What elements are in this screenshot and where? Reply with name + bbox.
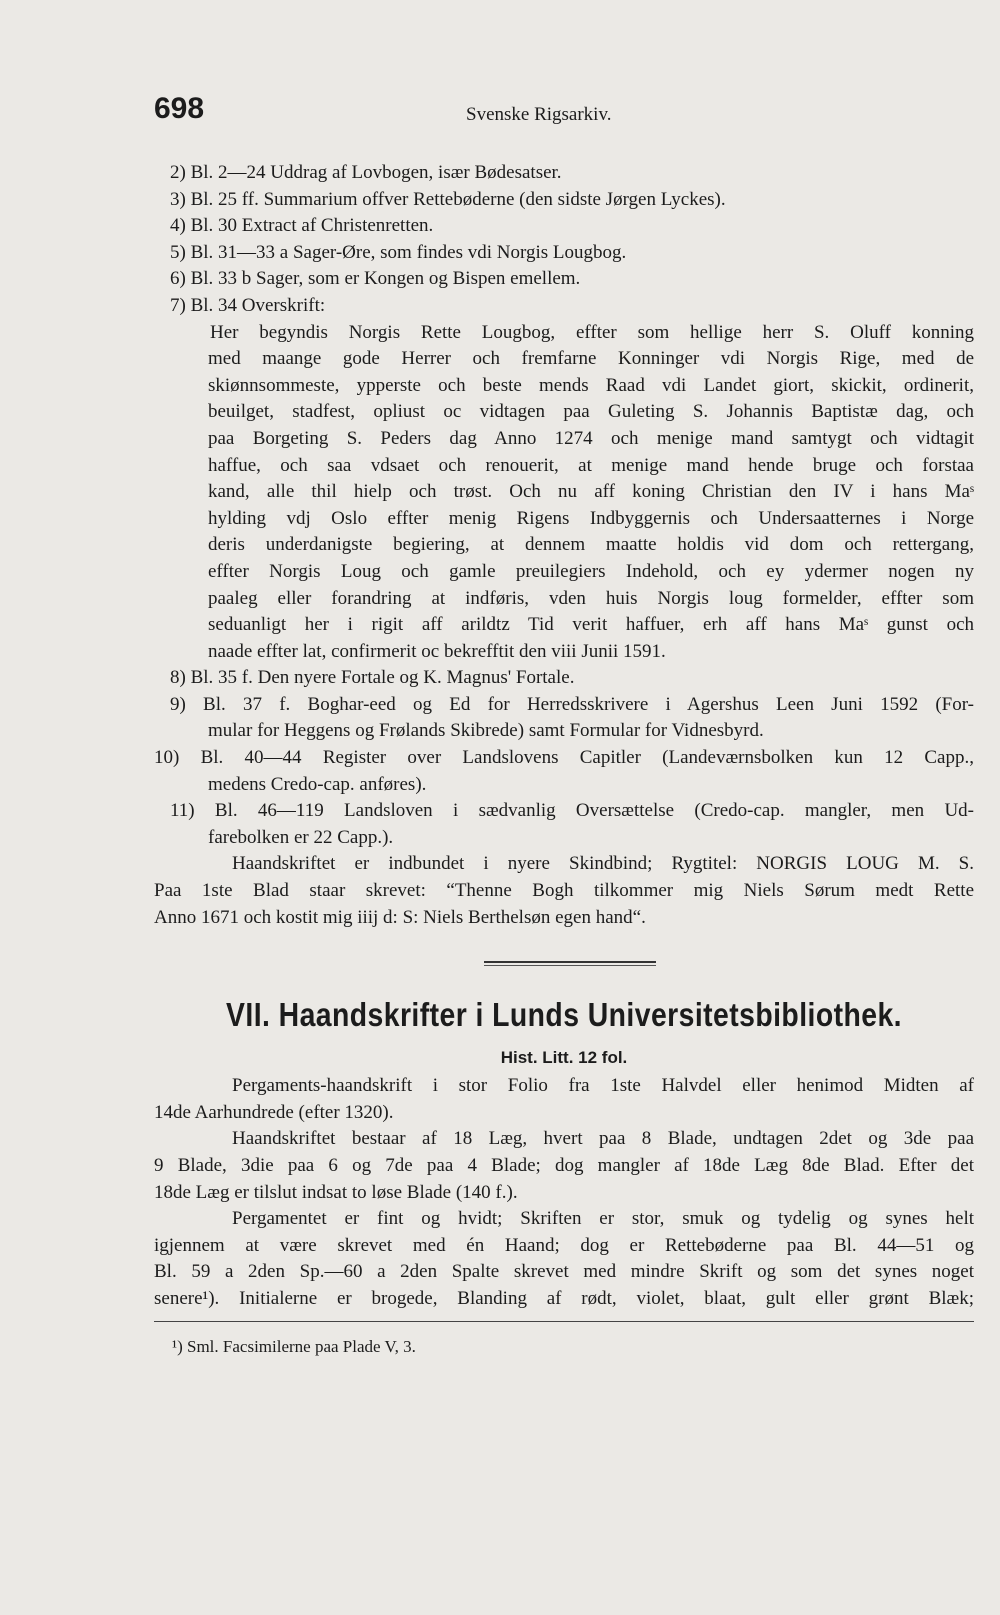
text-line: senere¹). Initialerne er brogede, Blanding af rødt, violet, blaat, gult eller grønt Blæk; — [154, 1287, 974, 1309]
footnote: ¹) Sml. Facsimilerne paa Plade V, 3. — [172, 1336, 416, 1356]
text-line: hylding vdj Oslo effter menig Rigens Indbyggernis och Undersaatternes i Norge — [208, 507, 974, 529]
text-line: skiønnsommeste, ypperste och beste mends Raad vdi Landet giort, skickit, ordinerit, — [208, 374, 974, 396]
text-line: farebolken er 22 Capp.). — [208, 826, 394, 848]
text-line: beuilget, stadfest, opliust oc vidtagen paa Guleting S. Johannis Baptistæ dag, och — [208, 401, 974, 423]
text-line: deris underdanigste begiering, at dennem maatte holdis vid dom och rettergang, — [208, 534, 974, 556]
text-line: 8) Bl. 35 f. Den nyere Fortale og K. Magnus' Fortale. — [170, 667, 575, 689]
text-line: Bl. 59 a 2den Sp.—60 a 2den Spalte skrevet med mindre Skrift og som det synes noget — [154, 1261, 974, 1283]
text-line: Anno 1671 och kostit mig iiij d: S: Niels Berthelsøn egen hand“. — [154, 906, 646, 928]
text-line: 18de Læg er tilslut indsat to løse Blade (140 f.). — [154, 1181, 518, 1203]
section-divider — [154, 931, 974, 987]
manuscript-contents-list — [154, 160, 974, 931]
text-line: Her begyndis Norgis Rette Lougbog, effter som hellige herr S. Oluff konning — [210, 321, 974, 343]
text-line: Pergamentet er fint og hvidt; Skriften er stor, smuk og tydelig og synes helt — [232, 1208, 974, 1230]
section-subheading: Hist. Litt. 12 fol. — [500, 1048, 628, 1068]
text-line: 9) Bl. 37 f. Boghar-eed og Ed for Herredsskrivere i Agershus Leen Juni 1592 (For- — [170, 693, 974, 715]
text-line: Paa 1ste Blad staar skrevet: “Thenne Bogh tilkommer mig Niels Sørum medt Rette — [154, 880, 974, 902]
text-line: Haandskriftet bestaar af 18 Læg, hvert paa 8 Blade, undtagen 2det og 3de paa — [232, 1128, 974, 1150]
text-line: 4) Bl. 30 Extract af Christenretten. — [170, 215, 434, 237]
footnote-rule — [154, 1321, 974, 1334]
text-line: Haandskriftet er indbundet i nyere Skindbind; Rygtitel: NORGIS LOUG M. S. — [232, 853, 974, 875]
text-line: 6) Bl. 33 b Sager, som er Kongen og Bispen emellem. — [170, 268, 581, 290]
text-line: 10) Bl. 40—44 Register over Landslovens Capitler (Landeværnsbolken kun 12 Capp., — [154, 747, 974, 769]
text-line: paaleg eller forandring at indføris, vden huis Norgis loug formelder, effter som — [208, 587, 974, 609]
text-line: 9 Blade, 3die paa 6 og 7de paa 4 Blade; dog mangler af 18de Læg 8de Blad. Efter det — [154, 1155, 974, 1176]
text-line: seduanligt her i rigit aff arildtz Tid verit haffuer, erh aff hans Maˢ gunst och — [208, 614, 974, 636]
page-body — [154, 160, 974, 1360]
text-line: 5) Bl. 31—33 a Sager-Øre, som findes vdi Norgis Lougbog. — [170, 241, 627, 263]
text-line: medens Credo-cap. anføres). — [208, 773, 427, 795]
text-line: igjennem at være skrevet med én Haand; dog er Rettebøderne paa Bl. 44—51 og — [154, 1234, 974, 1256]
text-line: 7) Bl. 34 Overskrift: — [170, 294, 326, 316]
text-line: med maange gode Herrer och fremfarne Konninger vdi Norgis Rige, med de — [208, 348, 974, 370]
text-line: kand, alle thil hielp och trøst. Och nu aff koning Christian den IV i hans Maˢ — [208, 481, 974, 503]
text-line: naade effter lat, confirmerit oc bekrefftit den viii Junii 1591. — [208, 640, 666, 662]
text-line: 2) Bl. 2—24 Uddrag af Lovbogen, især Bødesatser. — [170, 162, 562, 183]
text-line: 3) Bl. 25 ff. Summarium offver Rettebøderne (den sidste Jørgen Lyckes). — [170, 188, 726, 210]
page-header — [154, 92, 974, 132]
section-title: VII. Haandskrifter i Lunds Universitetsbibliothek. — [226, 996, 902, 1034]
text-line: 11) Bl. 46—119 Landsloven i sædvanlig Oversættelse (Credo-cap. mangler, men Ud- — [170, 800, 974, 822]
text-line: haffue, och saa vdsaet och renouerit, at menige mand hende bruge och forstaa — [208, 454, 974, 476]
running-title: Svenske Rigsarkiv. — [466, 104, 612, 125]
text-line: paa Borgeting S. Peders dag Anno 1274 och menige mand samtygt och vidtagit — [208, 427, 974, 449]
text-line: effter Norgis Loug och gamle preuilegiers Indehold, och ey ydermer nogen ny — [208, 560, 974, 582]
text-line: mular for Heggens og Frølands Skibrede) samt Formular for Vidnesbyrd. — [208, 720, 764, 742]
text-line: 14de Aarhundrede (efter 1320). — [154, 1101, 394, 1123]
manuscript-description — [154, 1073, 974, 1312]
page-number: 698 — [154, 92, 205, 125]
text-line: Pergaments-haandskrift i stor Folio fra 1ste Halvdel eller henimod Midten af — [232, 1075, 974, 1097]
